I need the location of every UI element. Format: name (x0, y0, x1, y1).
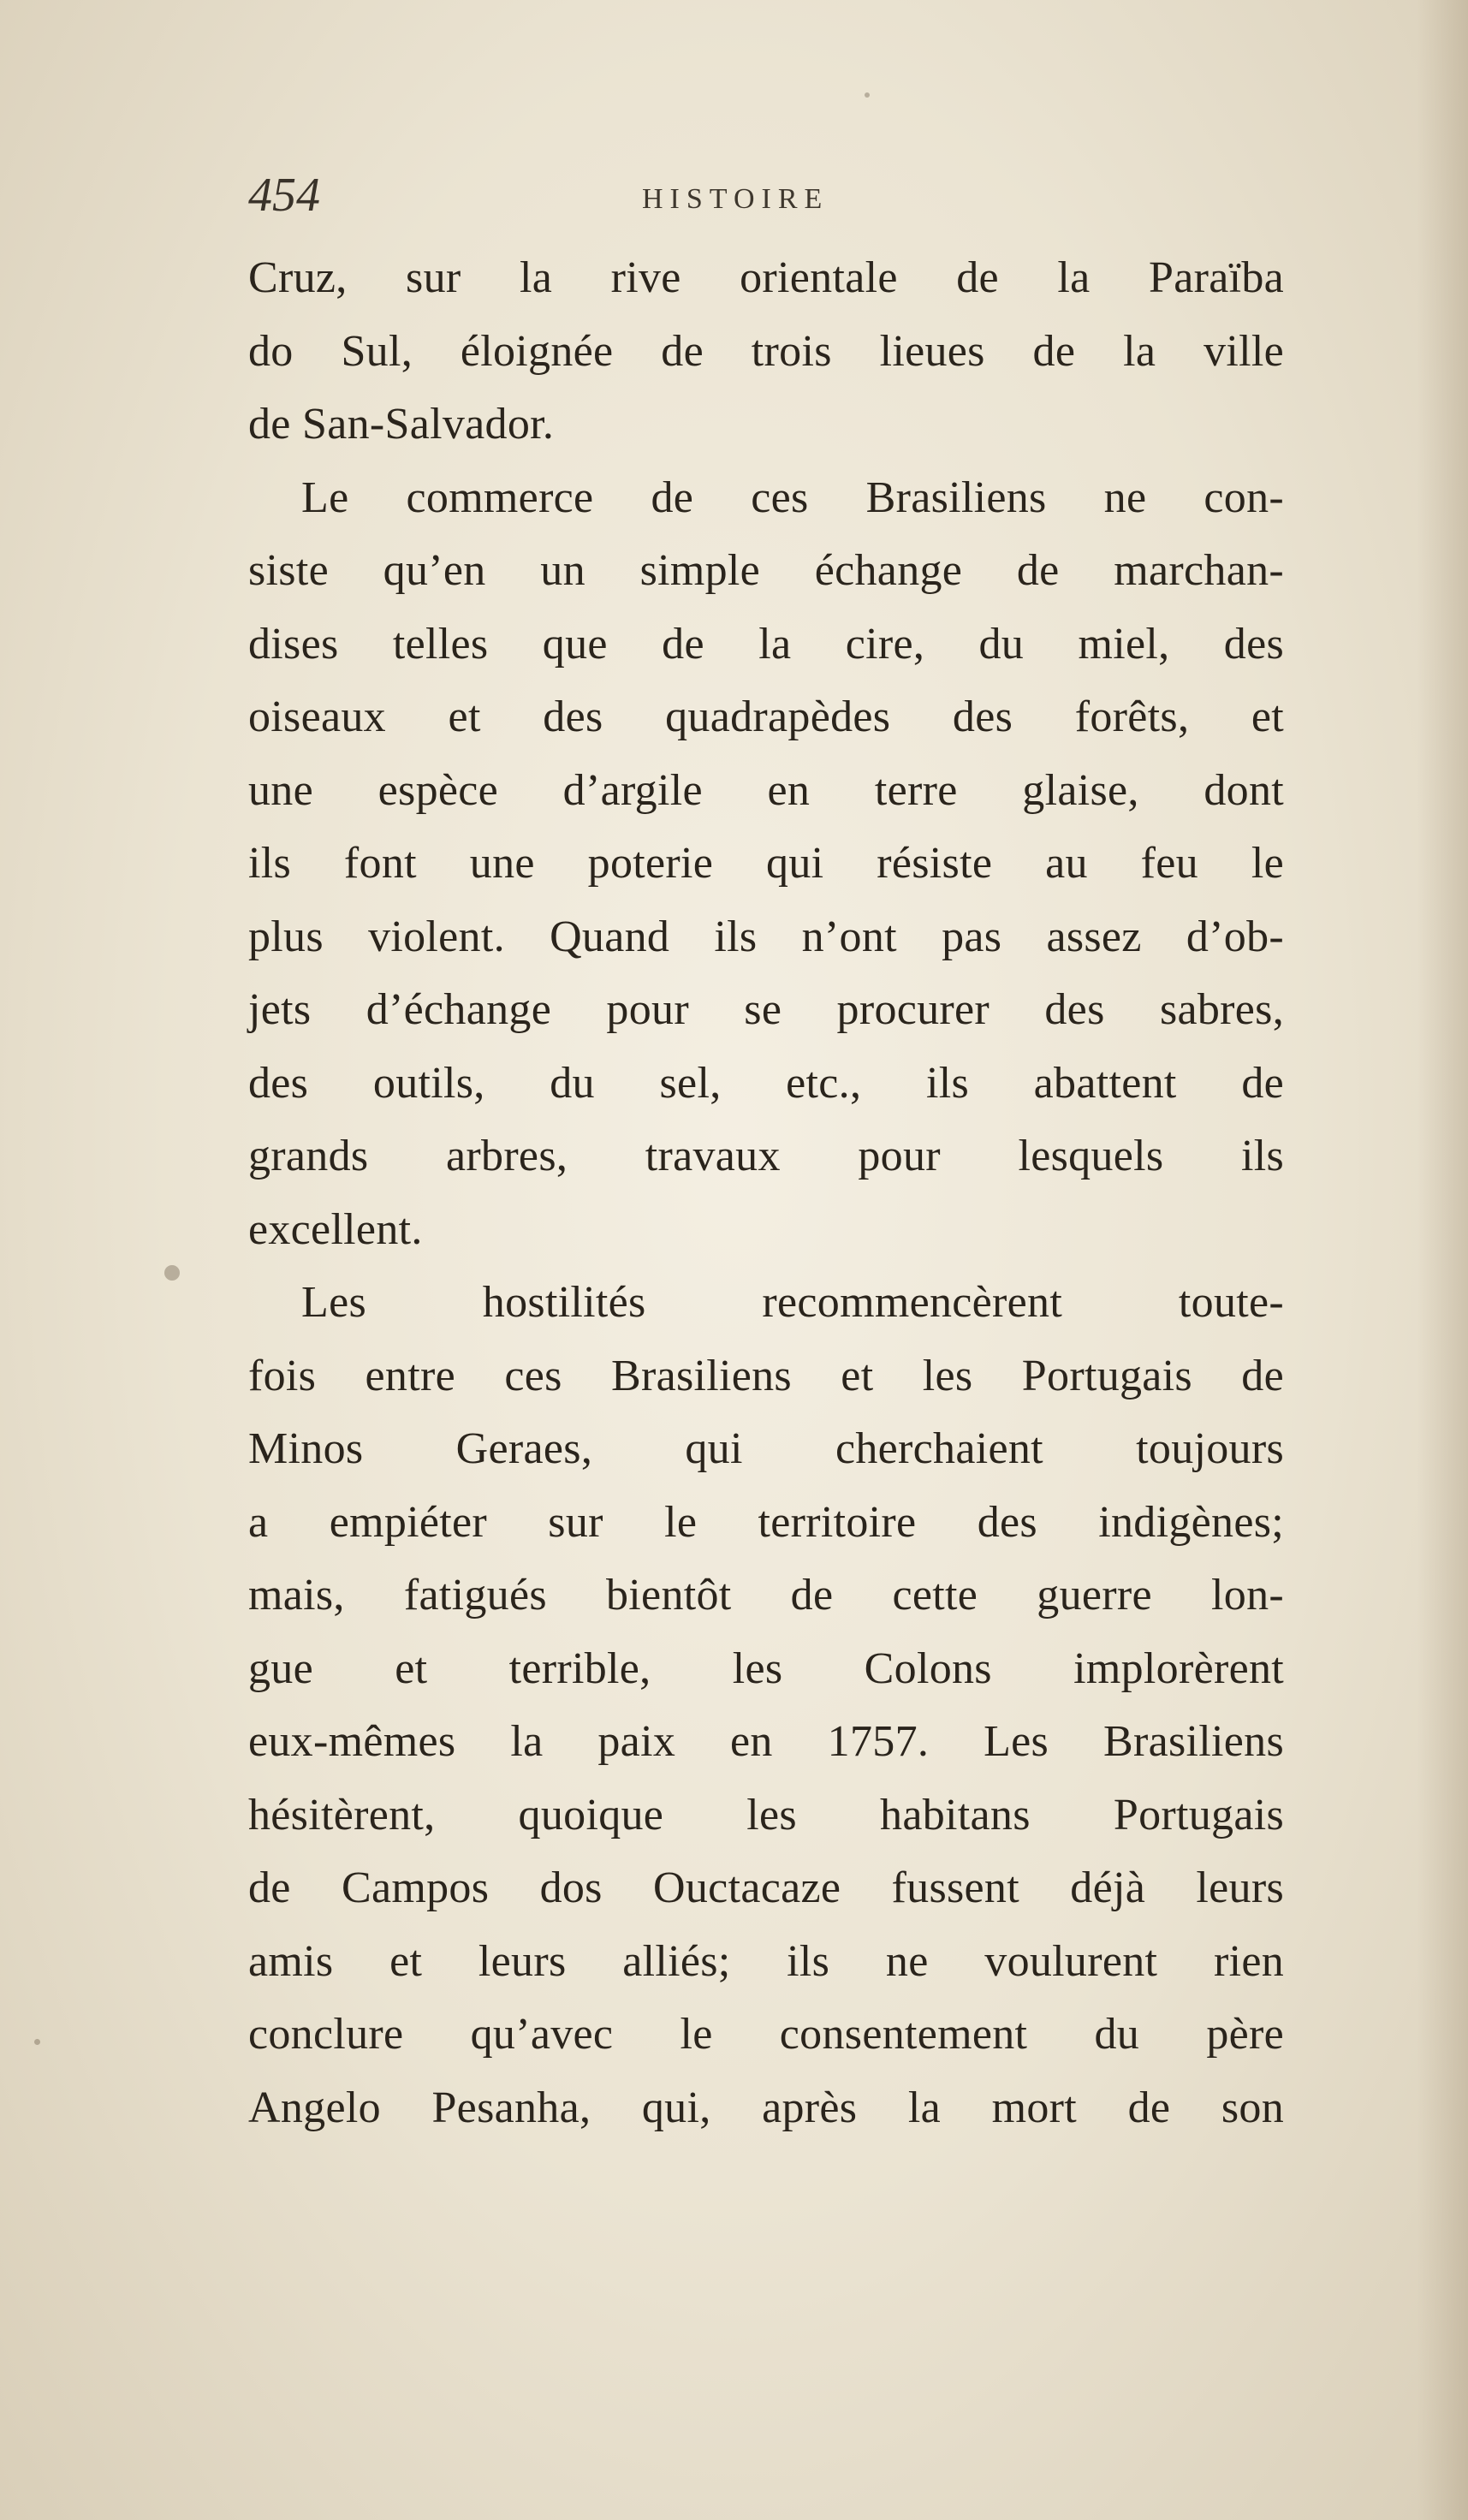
text-line: Le commerce de ces Brasiliens ne con- (301, 472, 1284, 522)
page-header (248, 168, 1284, 228)
text-line: une espèce d’argile en terre glaise, dont (248, 765, 1284, 815)
foxing-spot (34, 2039, 40, 2045)
body-text (248, 241, 1284, 2144)
text-line: jets d’échange pour se procurer des sabres, (248, 985, 1284, 1034)
text-line: gue et terrible, les Colons implorèrent (248, 1643, 1284, 1693)
text-line: eux-mêmes la paix en 1757. Les Brasiliens (248, 1717, 1284, 1766)
foxing-spot (865, 92, 870, 98)
text-line: Cruz, sur la rive orientale de la Paraïba (248, 253, 1284, 302)
text-line: oiseaux et des quadrapèdes des forêts, et (248, 692, 1284, 741)
text-line: grands arbres, travaux pour lesquels ils (248, 1132, 1284, 1180)
text-line: conclure qu’avec le consentement du père (248, 2010, 1284, 2059)
text-line: Minos Geraes, qui cherchaient toujours (248, 1424, 1284, 1473)
text-line: hésitèrent, quoique les habitans Portugais (248, 1790, 1284, 1839)
text-line: des outils, du sel, etc., ils abattent de (248, 1058, 1284, 1108)
text-line: Angelo Pesanha, qui, après la mort de son (248, 2083, 1284, 2132)
text-line: Les hostilités recommencèrent toute- (301, 1278, 1284, 1327)
running-head: HISTOIRE (642, 183, 829, 215)
text-line: fois entre ces Brasiliens et les Portugais de (248, 1351, 1284, 1400)
text-line: siste qu’en un simple échange de marchan- (248, 546, 1284, 595)
page-number: 454 (248, 169, 320, 222)
text-line: do Sul, éloignée de trois lieues de la ville (248, 326, 1284, 376)
text-line: excellent. (248, 1204, 423, 1254)
text-line: ils font une poterie qui résiste au feu le (248, 839, 1284, 888)
foxing-spot (164, 1265, 180, 1281)
text-line: dises telles que de la cire, du miel, des (248, 619, 1284, 669)
text-line: mais, fatigués bientôt de cette guerre lon- (248, 1571, 1284, 1620)
page-edge-shadow (1417, 0, 1468, 2520)
text-line: de San-Salvador. (248, 400, 555, 449)
text-line: de Campos dos Ouctacaze fussent déjà leurs (248, 1863, 1284, 1912)
text-line: a empiéter sur le territoire des indigènes; (248, 1497, 1284, 1547)
text-line: plus violent. Quand ils n’ont pas assez d’ob- (248, 912, 1284, 961)
text-line: amis et leurs alliés; ils ne voulurent rien (248, 1936, 1284, 1986)
